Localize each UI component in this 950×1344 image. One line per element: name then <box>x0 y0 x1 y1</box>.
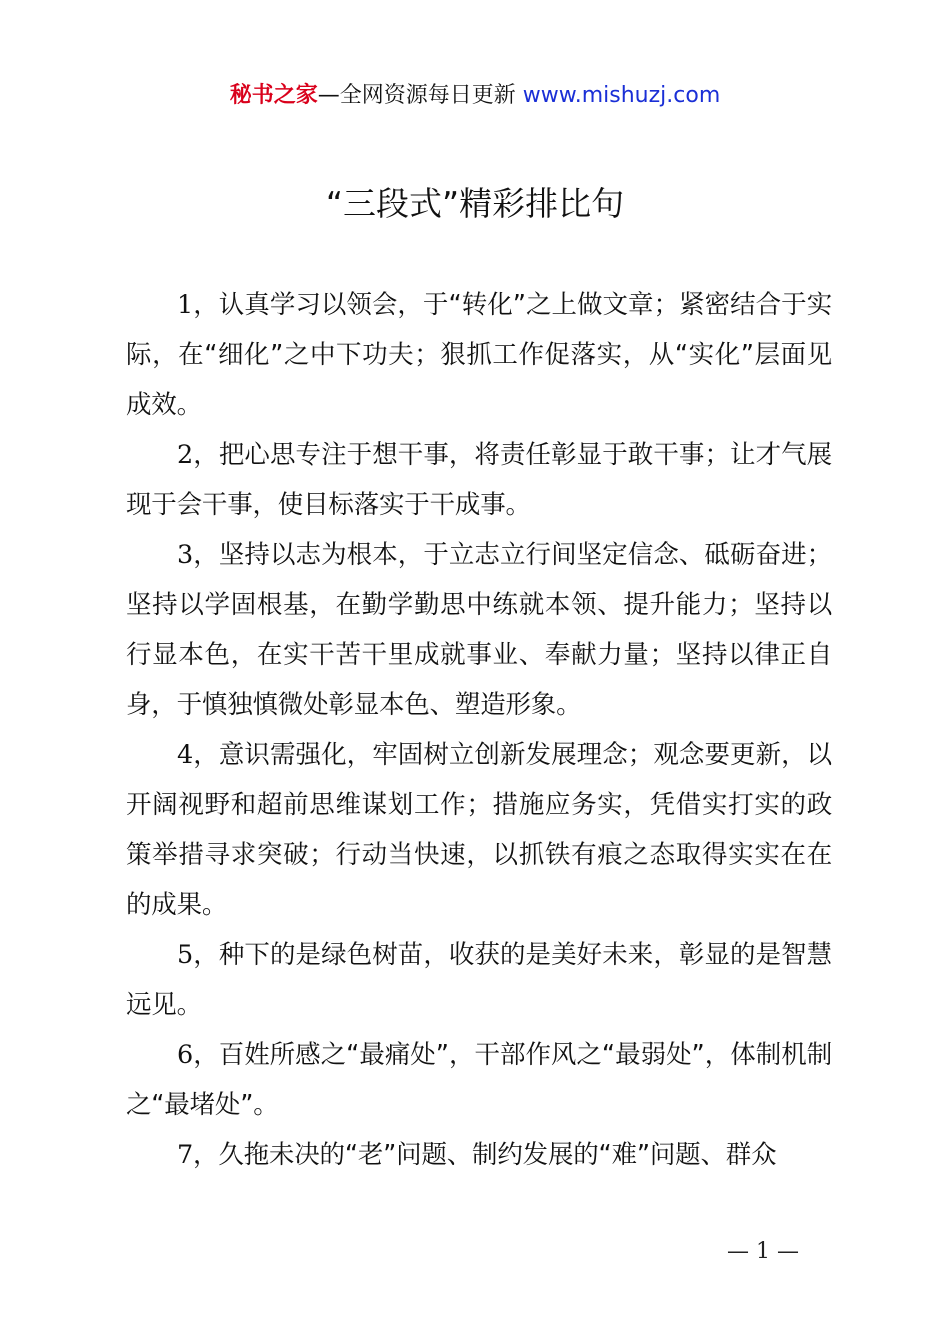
paragraph-text: ，种下的是绿色树苗，收获的是美好未来，彰显的是智慧远见。 <box>126 940 832 1020</box>
paragraph-number: 2 <box>177 440 194 470</box>
paragraph-number: 1 <box>177 290 194 320</box>
paragraph-number: 3 <box>177 540 194 570</box>
paragraph-3 <box>126 530 832 730</box>
site-brand: 秘书之家 <box>229 83 318 108</box>
document-body <box>126 280 832 1180</box>
paragraph-7 <box>126 1130 832 1180</box>
site-tagline: —全网资源每日更新 <box>317 83 523 108</box>
site-url-link[interactable]: www.mishuzj.com <box>522 83 721 108</box>
site-header <box>0 80 950 112</box>
paragraph-number: 7 <box>177 1140 194 1170</box>
paragraph-text: ，久拖未决的“老”问题、制约发展的“难”问题、群众 <box>193 1140 777 1170</box>
paragraph-2 <box>126 430 832 530</box>
document-title: “三段式”精彩排比句 <box>325 184 625 223</box>
paragraph-4 <box>126 730 832 930</box>
paragraph-text: ，认真学习以领会，于“转化”之上做文章；紧密结合于实际，在“细化”之中下功夫；狠抓工作促落实，从“实化”层面见成效。 <box>126 290 832 420</box>
paragraph-number: 5 <box>177 940 194 970</box>
paragraph-number: 4 <box>177 740 194 770</box>
paragraph-1 <box>126 280 832 430</box>
paragraph-6 <box>126 1030 832 1130</box>
paragraph-text: ，坚持以志为根本，于立志立行间坚定信念、砥砺奋进；坚持以学固根基，在勤学勤思中练就本领、提升能力；坚持以行显本色，在实干苦干里成就事业、奉献力量；坚持以律正自身，于慎独慎微处彰显本色、塑造形象。 <box>126 540 832 720</box>
paragraph-number: 6 <box>177 1040 194 1070</box>
page-number: — 1 — <box>727 1239 799 1264</box>
paragraph-text: ，把心思专注于想干事，将责任彰显于敢干事；让才气展现于会干事，使目标落实于干成事。 <box>126 440 832 520</box>
paragraph-text: ，意识需强化，牢固树立创新发展理念；观念要更新，以开阔视野和超前思维谋划工作；措施应务实，凭借实打实的政策举措寻求突破；行动当快速，以抓铁有痕之态取得实实在在的成果。 <box>126 740 832 920</box>
paragraph-text: ，百姓所感之“最痛处”，干部作风之“最弱处”，体制机制之“最堵处”。 <box>126 1040 832 1120</box>
paragraph-5 <box>126 930 832 1030</box>
